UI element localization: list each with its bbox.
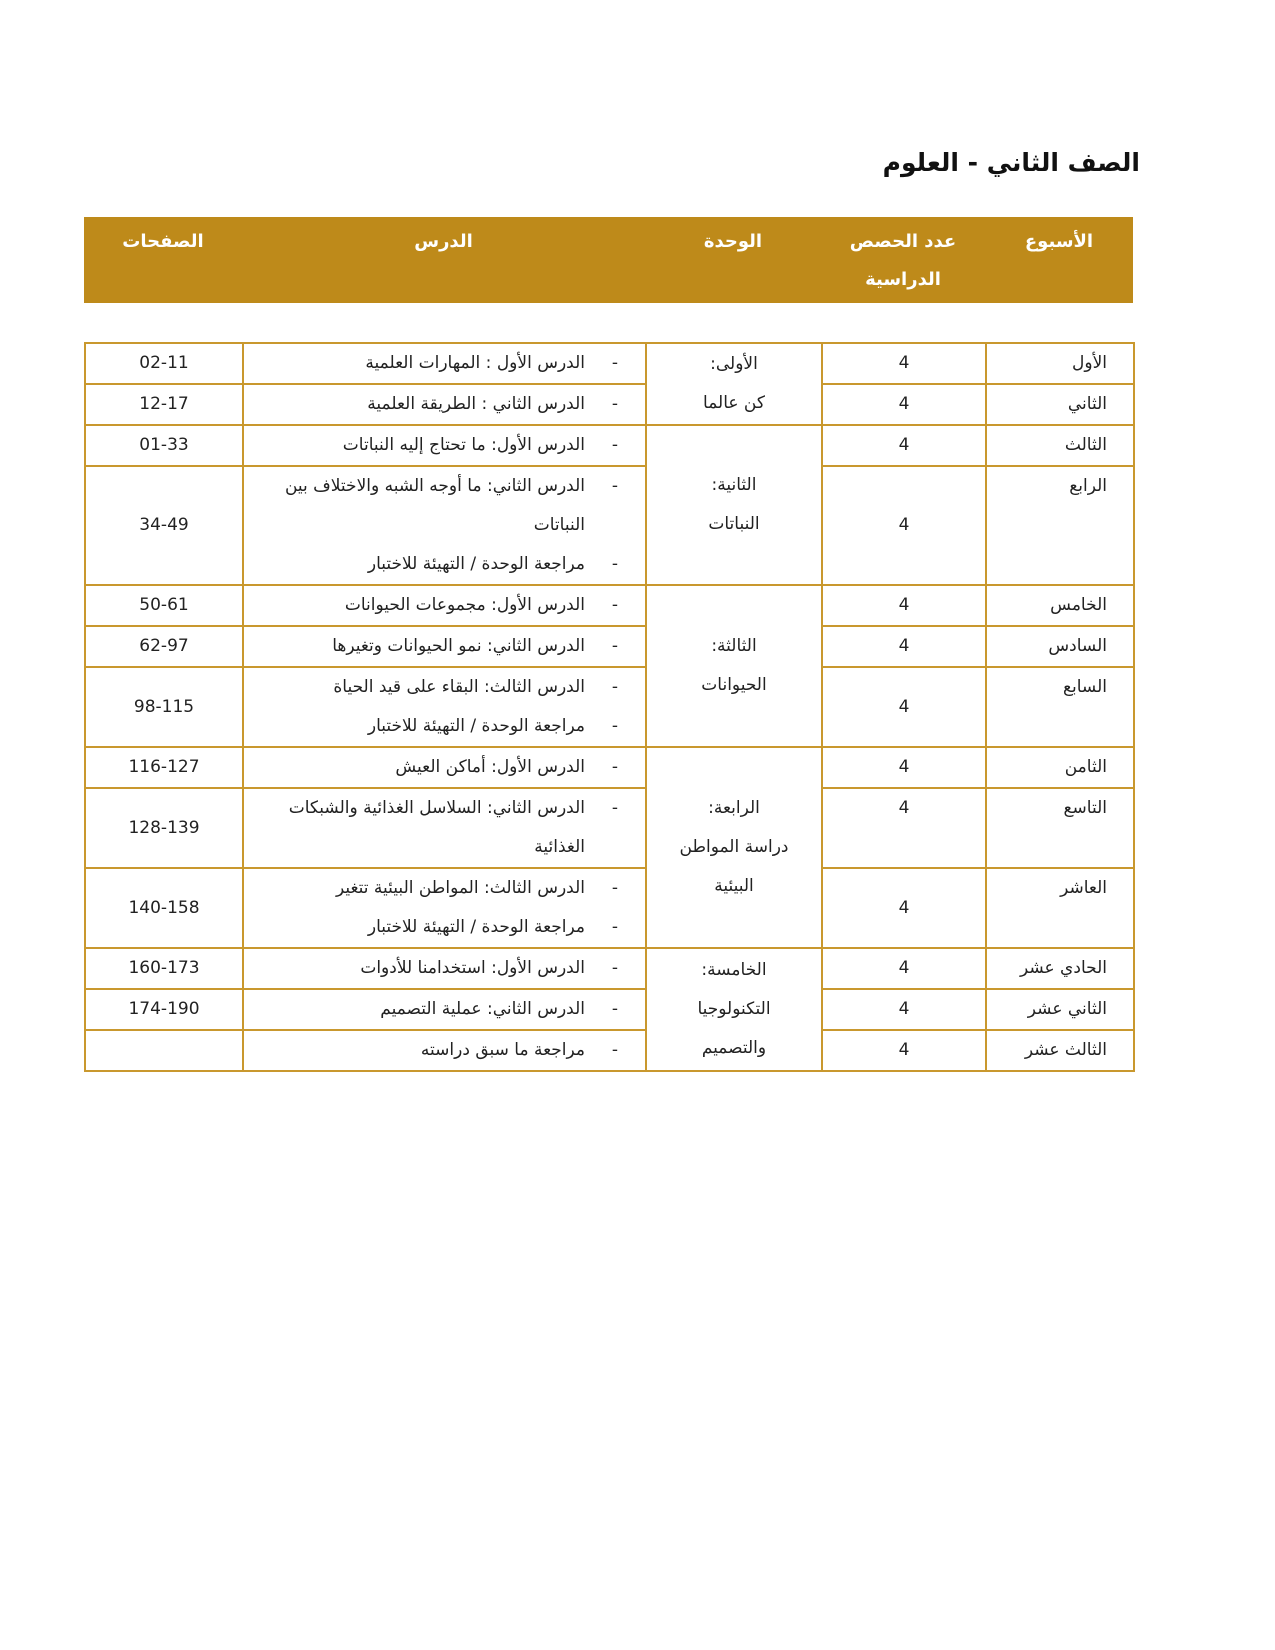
pages-cell: 12-17	[85, 384, 243, 425]
lesson-text: مراجعة الوحدة / التهيئة للاختبار	[367, 917, 585, 937]
lesson-text: الدرس الثاني: ما أوجه الشبه والاختلاف بين النباتات	[284, 476, 585, 535]
lesson-cell	[243, 626, 646, 667]
session-count-cell: 4	[822, 948, 986, 989]
lesson-item	[244, 426, 645, 465]
pages-cell: 02-11	[85, 343, 243, 384]
bullet-dash: -	[611, 595, 619, 615]
lesson-cell	[243, 989, 646, 1030]
table-row	[85, 466, 1134, 585]
unit-label: الأولى:	[710, 354, 758, 374]
bullet-dash: -	[611, 435, 619, 455]
lesson-item	[244, 586, 645, 625]
lesson-item	[244, 908, 645, 947]
table-row	[85, 788, 1134, 868]
pages-cell: 62-97	[85, 626, 243, 667]
header-week: الأسبوع	[1024, 231, 1094, 252]
lesson-cell	[243, 667, 646, 747]
lesson-cell	[243, 585, 646, 626]
pages-cell: 116-127	[85, 747, 243, 788]
lesson-text: الدرس الثاني: عملية التصميم	[380, 999, 585, 1019]
lesson-cell	[243, 343, 646, 384]
bullet-dash: -	[611, 917, 619, 937]
pages-cell: 128-139	[85, 788, 243, 868]
week-cell: السابع	[986, 667, 1134, 747]
unit-cell	[646, 948, 822, 1071]
lesson-item	[244, 949, 645, 988]
bullet-dash: -	[611, 677, 619, 697]
bullet-dash: -	[611, 999, 619, 1019]
lesson-cell	[243, 425, 646, 466]
week-cell: الحادي عشر	[986, 948, 1134, 989]
lesson-item	[244, 748, 645, 787]
table-row	[85, 343, 1134, 384]
unit-label: الثانية:	[711, 475, 757, 495]
session-count-cell: 4	[822, 466, 986, 585]
week-cell: الثاني عشر	[986, 989, 1134, 1030]
week-cell: الخامس	[986, 585, 1134, 626]
session-count-cell: 4	[822, 667, 986, 747]
session-count-cell: 4	[822, 425, 986, 466]
unit-cell	[646, 343, 822, 425]
session-count-cell: 4	[822, 626, 986, 667]
week-cell: الثالث عشر	[986, 1030, 1134, 1071]
unit-cell	[646, 425, 822, 585]
lesson-item	[244, 668, 645, 707]
pages-cell: 174-190	[85, 989, 243, 1030]
unit-cell	[646, 747, 822, 948]
schedule-table	[84, 342, 1135, 1072]
lesson-item	[244, 467, 645, 545]
table-row	[85, 868, 1134, 948]
table-row	[85, 667, 1134, 747]
lesson-item	[244, 707, 645, 746]
bullet-dash: -	[611, 757, 619, 777]
unit-name: دراسة المواطن البيئية	[679, 837, 789, 896]
lesson-cell	[243, 868, 646, 948]
table-row	[85, 425, 1134, 466]
table-row	[85, 989, 1134, 1030]
lesson-text: الدرس الأول : المهارات العلمية	[365, 353, 585, 373]
week-cell: الثاني	[986, 384, 1134, 425]
pages-cell: 01-33	[85, 425, 243, 466]
pages-cell: 50-61	[85, 585, 243, 626]
session-count-cell: 4	[822, 989, 986, 1030]
header-pages: الصفحات	[122, 231, 204, 252]
lesson-item	[244, 344, 645, 383]
lesson-text: الدرس الثالث: المواطن البيئية تتغير	[335, 878, 585, 898]
lesson-text: الدرس الثاني: السلاسل الغذائية والشبكات الغذائية	[288, 798, 585, 857]
pages-cell: 140-158	[85, 868, 243, 948]
lesson-text: الدرس الثاني: نمو الحيوانات وتغيرها	[332, 636, 585, 656]
pages-cell: 34-49	[85, 466, 243, 585]
lesson-item	[244, 1031, 645, 1070]
session-count-cell: 4	[822, 384, 986, 425]
table-row	[85, 585, 1134, 626]
lesson-item	[244, 990, 645, 1029]
bullet-dash: -	[611, 878, 619, 898]
bullet-dash: -	[611, 1040, 619, 1060]
bullet-dash: -	[611, 554, 619, 574]
table-header	[84, 217, 1133, 303]
unit-name: النباتات	[708, 514, 760, 534]
bullet-dash: -	[611, 394, 619, 414]
lesson-text: الدرس الأول: استخدامنا للأدوات	[360, 958, 585, 978]
bullet-dash: -	[611, 798, 619, 818]
bullet-dash: -	[611, 636, 619, 656]
unit-label: الخامسة:	[701, 960, 767, 980]
lesson-item	[244, 385, 645, 424]
lesson-cell	[243, 1030, 646, 1071]
lesson-cell	[243, 466, 646, 585]
lesson-text: الدرس الثالث: البقاء على قيد الحياة	[333, 677, 585, 697]
lesson-cell	[243, 747, 646, 788]
week-cell: الرابع	[986, 466, 1134, 585]
lesson-cell	[243, 788, 646, 868]
pages-cell: 160-173	[85, 948, 243, 989]
week-cell: الأول	[986, 343, 1134, 384]
lesson-text: الدرس الأول: ما تحتاج إليه النباتات	[342, 435, 585, 455]
unit-name: التكنولوجيا والتصميم	[697, 999, 771, 1058]
lesson-text: مراجعة ما سبق دراسته	[420, 1040, 585, 1060]
session-count-cell: 4	[822, 585, 986, 626]
week-cell: الثالث	[986, 425, 1134, 466]
table-row	[85, 384, 1134, 425]
header-lesson: الدرس	[414, 231, 473, 252]
session-count-cell: 4	[822, 747, 986, 788]
week-cell: الثامن	[986, 747, 1134, 788]
header-unit: الوحدة	[703, 231, 763, 252]
lesson-text: الدرس الأول: أماكن العيش	[395, 757, 585, 777]
bullet-dash: -	[611, 716, 619, 736]
session-count-cell: 4	[822, 1030, 986, 1071]
header-count: عدد الحصص الدراسية	[849, 231, 957, 290]
table-row	[85, 626, 1134, 667]
table-row	[85, 747, 1134, 788]
week-cell: العاشر	[986, 868, 1134, 948]
bullet-dash: -	[611, 958, 619, 978]
bullet-dash: -	[611, 353, 619, 373]
lesson-text: الدرس الثاني : الطريقة العلمية	[367, 394, 585, 414]
page-title: الصف الثاني - العلوم	[882, 148, 1140, 177]
lesson-cell	[243, 948, 646, 989]
lesson-text: مراجعة الوحدة / التهيئة للاختبار	[367, 554, 585, 574]
session-count-cell: 4	[822, 343, 986, 384]
lesson-text: مراجعة الوحدة / التهيئة للاختبار	[367, 716, 585, 736]
lesson-item	[244, 545, 645, 584]
unit-label: الثالثة:	[711, 636, 757, 656]
session-count-cell: 4	[822, 788, 986, 868]
unit-label: الرابعة:	[708, 798, 760, 818]
lesson-item	[244, 869, 645, 908]
lesson-item	[244, 627, 645, 666]
unit-name: كن عالما	[703, 393, 765, 413]
pages-cell	[85, 1030, 243, 1071]
table-row	[85, 948, 1134, 989]
unit-cell	[646, 585, 822, 747]
session-count-cell: 4	[822, 868, 986, 948]
lesson-text: الدرس الأول: مجموعات الحيوانات	[344, 595, 585, 615]
lesson-item	[244, 789, 645, 867]
pages-cell: 98-115	[85, 667, 243, 747]
lesson-cell	[243, 384, 646, 425]
week-cell: السادس	[986, 626, 1134, 667]
table-row	[85, 1030, 1134, 1071]
bullet-dash: -	[611, 476, 619, 496]
unit-name: الحيوانات	[701, 675, 767, 695]
week-cell: التاسع	[986, 788, 1134, 868]
